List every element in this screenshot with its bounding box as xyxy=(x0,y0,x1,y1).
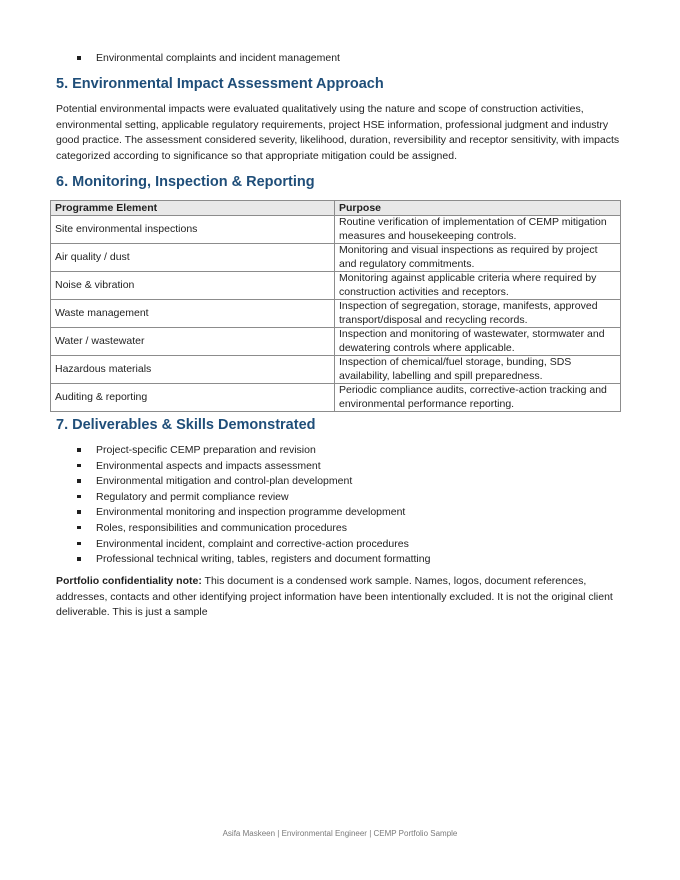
table-cell: Waste management xyxy=(51,300,335,328)
table-row xyxy=(51,300,621,328)
list-item: Professional technical writing, tables, registers and document formatting xyxy=(56,552,621,568)
table-row xyxy=(51,244,621,272)
list-item: Regulatory and permit compliance review xyxy=(56,490,621,506)
monitoring-table xyxy=(50,200,621,412)
section-7-heading: 7. Deliverables & Skills Demonstrated xyxy=(56,417,316,433)
bullet-square-icon xyxy=(77,542,81,546)
table-row xyxy=(51,328,621,356)
bullet-square-icon xyxy=(77,510,81,514)
table-header-row xyxy=(51,201,621,216)
table-cell: Periodic compliance audits, corrective-action tracking and environmental performance reporting. xyxy=(335,384,621,412)
table-row xyxy=(51,384,621,412)
table-cell: Monitoring against applicable criteria where required by construction activities and receptors. xyxy=(335,272,621,300)
table-cell: Air quality / dust xyxy=(51,244,335,272)
bullet-square-icon xyxy=(77,56,81,60)
section-6-heading: 6. Monitoring, Inspection & Reporting xyxy=(56,174,315,190)
note-text: This document is a condensed work sample. Names, logos, document references, addresses, contacts and other identifying project information have been intentionally excluded. It is not the original client deliverable. This is just a sample xyxy=(56,575,613,619)
note-label: Portfolio confidentiality note: xyxy=(56,575,202,587)
list-item: Environmental complaints and incident management xyxy=(56,51,621,67)
table-cell: Hazardous materials xyxy=(51,356,335,384)
table-cell: Inspection of chemical/fuel storage, bunding, SDS availability, labelling and spill preparedness. xyxy=(335,356,621,384)
table-cell: Inspection of segregation, storage, manifests, approved transport/disposal and recycling records. xyxy=(335,300,621,328)
list-item: Environmental incident, complaint and corrective-action procedures xyxy=(56,537,621,553)
table-cell: Routine verification of implementation of CEMP mitigation measures and housekeeping controls. xyxy=(335,216,621,244)
bullet-square-icon xyxy=(77,557,81,561)
bullet-square-icon xyxy=(77,526,81,530)
bullet-square-icon xyxy=(77,479,81,483)
bullet-square-icon xyxy=(77,495,81,499)
table-cell: Auditing & reporting xyxy=(51,384,335,412)
confidentiality-note xyxy=(56,574,621,621)
deliverables-list xyxy=(56,443,621,568)
list-item: Roles, responsibilities and communication procedures xyxy=(56,521,621,537)
list-item: Environmental aspects and impacts assessment xyxy=(56,459,621,475)
list-item: Project-specific CEMP preparation and revision xyxy=(56,443,621,459)
table-row xyxy=(51,356,621,384)
page-footer: Asifa Maskeen | Environmental Engineer | CEMP Portfolio Sample xyxy=(222,829,458,838)
table-cell: Monitoring and visual inspections as required by project and regulatory commitments. xyxy=(335,244,621,272)
table-cell: Water / wastewater xyxy=(51,328,335,356)
section-5-paragraph: Potential environmental impacts were evaluated qualitatively using the nature and scope of construction activities, environmental setting, applicable regulatory requirements, project HSE information, professional judgment and industry good practice. The assessment considered severity, likelihood, duration, reversibility and receptor sensitivity, with impacts categorized according to significance so that appropriate mitigation could be assigned. xyxy=(56,103,620,162)
table-cell: Inspection and monitoring of wastewater, stormwater and dewatering controls where applicable. xyxy=(335,328,621,356)
bullet-square-icon xyxy=(77,448,81,452)
table-header: Purpose xyxy=(335,201,621,216)
table-cell: Noise & vibration xyxy=(51,272,335,300)
table-cell: Site environmental inspections xyxy=(51,216,335,244)
bullet-square-icon xyxy=(77,464,81,468)
list-item: Environmental mitigation and control-plan development xyxy=(56,474,621,490)
table-header: Programme Element xyxy=(51,201,335,216)
table-row xyxy=(51,216,621,244)
section-5-heading: 5. Environmental Impact Assessment Approach xyxy=(56,76,384,92)
table-row xyxy=(51,272,621,300)
list-item: Environmental monitoring and inspection programme development xyxy=(56,505,621,521)
top-bullet-list xyxy=(56,51,621,67)
